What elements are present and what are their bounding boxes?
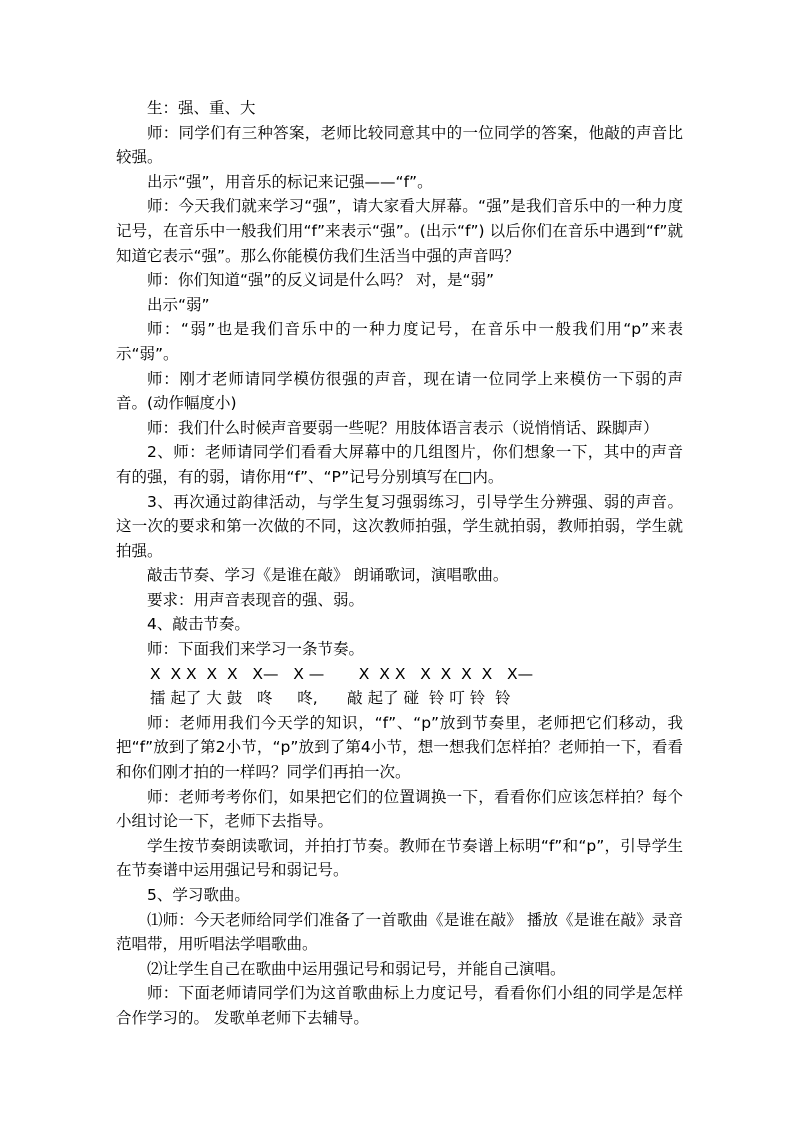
paragraph: 出示“强”，用音乐的标记来记强——“f”。 xyxy=(147,172,433,191)
paragraph: 出示“弱” xyxy=(147,295,210,314)
paragraph: 要求：用声音表现音的强、弱。 xyxy=(147,590,365,609)
paragraph: 师：你们知道“强”的反义词是什么吗？ 对，是“弱” xyxy=(147,271,495,290)
document-body xyxy=(116,96,683,1031)
paragraph: ⑴师：今天老师给同学们准备了一首歌曲《是谁在敲》 播放《是谁在敲》录音范唱带，用听唱法学唱歌曲。 xyxy=(116,910,683,954)
paragraph: 师：今天我们就来学习“强”，请大家看大屏幕。“强”是我们音乐中的一种力度记号，在音乐中一般我们用“f”来表示“强”。(出示“f”) 以后你们在音乐中遇到“f”就知道它表示“强”。那么你能模仿我们生活当中强的声音吗？ xyxy=(116,197,683,265)
paragraph: 师：我们什么时候声音要弱一些呢？用肢体语言表示（说悄悄话、跺脚声） xyxy=(147,418,659,437)
paragraph: 2、师：老师请同学们看看大屏幕中的几组图片，你们想象一下，其中的声音有的强，有的弱，请你用“f”、“P”记号分别填写在□内。 xyxy=(116,443,683,486)
paragraph: 敲击节奏、学习《是谁在敲》 朗诵歌词，演唱歌曲。 xyxy=(147,566,509,585)
paragraph: 师：下面老师请同学们为这首歌曲标上力度记号，看看你们小组的同学是怎样合作学习的。 发歌单老师下去辅导。 xyxy=(116,984,683,1027)
paragraph: 师：老师用我们今天学的知识，“f”、“p”放到节奏里，老师把它们移动，我把“f”放到了第2小节，“p”放到了第4小节，想一想我们怎样拍？老师拍一下，看看和你们刚才拍的一样吗？同学们再拍一次。 xyxy=(116,713,683,782)
paragraph: ⑵让学生自己在歌曲中运用强记号和弱记号，并能自己演唱。 xyxy=(147,959,566,978)
paragraph: 师：同学们有三种答案，老师比较同意其中的一位同学的答案，他敲的声音比较强。 xyxy=(116,123,683,167)
paragraph: 师：“弱”也是我们音乐中的一种力度记号，在音乐中一般我们用“p”来表示“弱”。 xyxy=(116,320,683,363)
paragraph: 4、敲击节奏。 xyxy=(147,615,250,634)
paragraph: 师：老师考考你们，如果把它们的位置调换一下，看看你们应该怎样拍？每个小组讨论一下，老师下去指导。 xyxy=(116,787,683,831)
paragraph: 师：下面我们来学习一条节奏。 xyxy=(147,640,365,659)
paragraph: 生：强、重、大 xyxy=(147,99,256,117)
paragraph: 5、学习歌曲。 xyxy=(147,886,250,904)
rhythm-notation: X X X X X X— X — X X X X X X X X— xyxy=(150,664,534,683)
paragraph: 3、再次通过韵律活动，与学生复习强弱练习，引导学生分辨强、弱的声音。这一次的要求和第一次做的不同，这次教师拍强，学生就拍弱，教师拍弱，学生就拍强。 xyxy=(116,492,683,560)
paragraph: 学生按节奏朗读歌词，并拍打节奏。教师在节奏谱上标明“f”和“p”，引导学生在节奏谱中运用强记号和弱记号。 xyxy=(116,836,683,880)
rhythm-lyrics: 擂 起了 大 鼓 咚 咚, 敲 起了 碰 铃 叮 铃 铃 xyxy=(150,689,511,708)
paragraph: 师：刚才老师请同学模仿很强的声音，现在请一位同学上来模仿一下弱的声音。(动作幅度小) xyxy=(116,369,683,413)
